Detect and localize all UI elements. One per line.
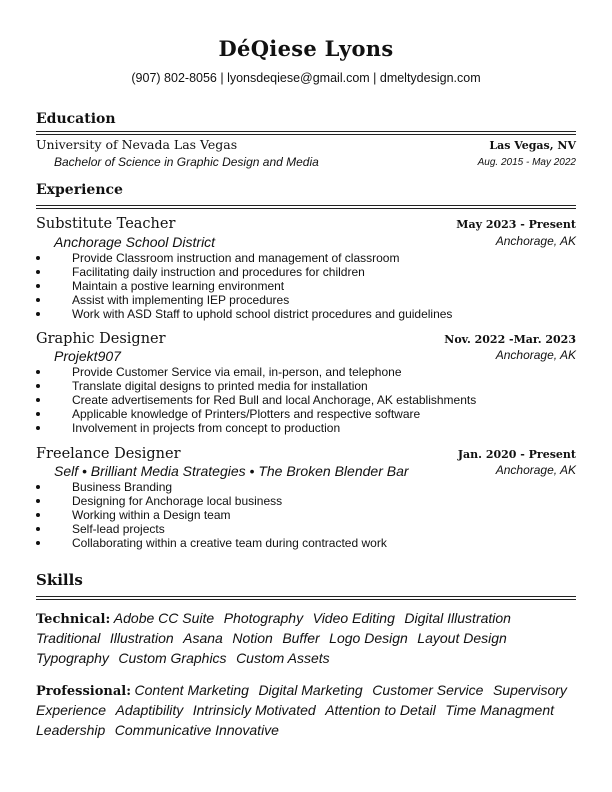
section-title-education: Education (36, 111, 116, 127)
section-title-experience: Experience (36, 182, 123, 198)
list-item: Designing for Anchorage local business (36, 494, 576, 508)
job-title: Graphic Designer (36, 331, 166, 347)
bullet-icon (36, 513, 40, 517)
bullet-icon (36, 370, 40, 374)
list-item: Business Branding (36, 480, 576, 494)
degree-dates: Aug. 2015 - May 2022 (477, 157, 576, 168)
bullet-icon (36, 284, 40, 288)
bullet-icon (36, 499, 40, 503)
skill-item: Customer Service (372, 682, 484, 698)
skill-item: Typography (36, 650, 109, 666)
skill-item: Communicative Innovative (114, 722, 279, 738)
technical-skills-label: Technical: (36, 612, 111, 627)
bullet-icon (36, 398, 40, 402)
skill-item: Illustration (109, 630, 174, 646)
bullet-icon (36, 426, 40, 430)
list-item: Translate digital designs to printed media for installation (36, 379, 576, 393)
skill-item: Supervisory (492, 682, 567, 698)
school-name: University of Nevada Las Vegas (36, 137, 238, 152)
bullet-icon (36, 412, 40, 416)
job-bullets (36, 480, 576, 550)
section-divider (36, 205, 576, 209)
job-organization: Self • Brilliant Media Strategies • The Broken Blender Bar (54, 463, 409, 479)
job-location: Anchorage, AK (495, 234, 576, 248)
list-item: Facilitating daily instruction and procedures for children (36, 265, 576, 279)
list-item: Involvement in projects from concept to production (36, 421, 576, 435)
job-dates: May 2023 - Present (456, 218, 576, 231)
list-item: Provide Customer Service via email, in-person, and telephone (36, 365, 576, 379)
section-title-skills: Skills (36, 571, 83, 589)
job-location: Anchorage, AK (495, 463, 576, 477)
job-dates: Jan. 2020 - Present (457, 448, 576, 461)
skill-item: Attention to Detail (325, 702, 436, 718)
technical-skills (36, 609, 581, 669)
skill-item: Intrinsicly Motivated (192, 702, 316, 718)
list-item: Work with ASD Staff to uphold school district procedures and guidelines (36, 307, 576, 321)
bullet-icon (36, 312, 40, 316)
skill-item: Custom Graphics (118, 650, 227, 666)
skill-item: Adaptibility (115, 702, 184, 718)
bullet-icon (36, 384, 40, 388)
job-title: Substitute Teacher (36, 216, 176, 232)
list-item: Applicable knowledge of Printers/Plotters and respective software (36, 407, 576, 421)
list-item: Create advertisements for Red Bull and local Anchorage, AK establishments (36, 393, 576, 407)
bullet-icon (36, 527, 40, 531)
school-location: Las Vegas, NV (489, 139, 576, 152)
resume-name: DéQiese Lyons (218, 36, 394, 61)
job-bullets (36, 251, 576, 321)
skill-item: Digital Marketing (258, 682, 363, 698)
section-divider (36, 131, 576, 135)
bullet-icon (36, 298, 40, 302)
bullet-icon (36, 256, 40, 260)
degree-name: Bachelor of Science in Graphic Design and Media (54, 155, 319, 169)
job-location: Anchorage, AK (495, 348, 576, 362)
list-item: Provide Classroom instruction and management of classroom (36, 251, 576, 265)
skill-item: Notion (232, 630, 273, 646)
skill-item: Digital Illustration (404, 610, 511, 626)
bullet-icon (36, 270, 40, 274)
job-dates: Nov. 2022 -Mar. 2023 (444, 333, 576, 346)
skill-item: Time Managment (445, 702, 555, 718)
list-item: Collaborating within a creative team during contracted work (36, 536, 576, 550)
job-organization: Projekt907 (54, 348, 121, 364)
skill-item: Content Marketing (134, 682, 249, 698)
professional-skills-label: Professional: (36, 684, 132, 699)
skill-item: Asana (183, 630, 223, 646)
skill-item: Logo Design (329, 630, 408, 646)
job-organization: Anchorage School District (54, 234, 216, 250)
list-item: Self-lead projects (36, 522, 576, 536)
list-item: Maintain a postive learning environment (36, 279, 576, 293)
skill-item: Layout Design (417, 630, 507, 646)
skill-item: Experience (36, 702, 107, 718)
section-divider (36, 596, 576, 600)
skill-item: Video Editing (312, 610, 395, 626)
skill-item: Leadership (36, 722, 106, 738)
bullet-icon (36, 485, 40, 489)
skill-item: Buffer (282, 630, 320, 646)
contact-line: (907) 802-8056 | lyonsdeqiese@gmail.com | dmeltydesign.com (131, 71, 481, 85)
skill-item: Custom Assets (236, 650, 330, 666)
skill-item: Traditional (36, 630, 101, 646)
professional-skills (36, 681, 581, 741)
bullet-icon (36, 541, 40, 545)
skill-item: Photography (223, 610, 304, 626)
list-item: Working within a Design team (36, 508, 576, 522)
job-bullets (36, 365, 576, 435)
list-item: Assist with implementing IEP procedures (36, 293, 576, 307)
job-title: Freelance Designer (36, 446, 181, 462)
skill-item: Adobe CC Suite (113, 610, 215, 626)
